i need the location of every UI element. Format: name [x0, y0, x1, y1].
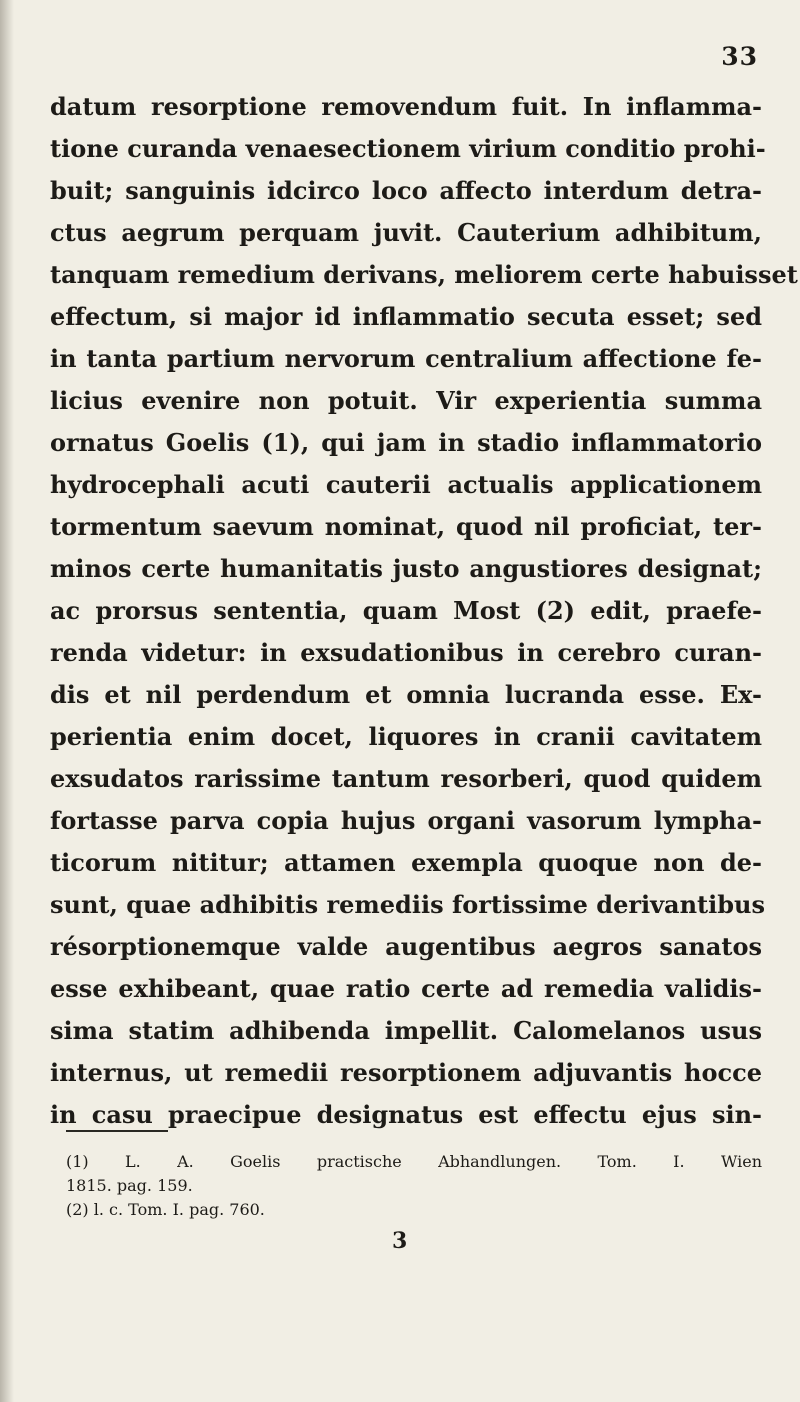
text-line: ticorum nititur; attamen exempla quoque non de- — [50, 848, 762, 877]
text-line: tormentum saevum nominat, quod nil proficiat, ter- — [50, 512, 762, 541]
text-line: dis et nil perdendum et omnia lucranda esse. Ex- — [50, 680, 762, 709]
signature-mark: 3 — [392, 1228, 408, 1254]
text-line: effectum, si major id inflammatio secuta esset; sed — [50, 302, 762, 331]
page-gutter-shadow — [0, 0, 14, 1402]
body-text — [50, 86, 798, 1136]
text-line: fortasse parva copia hujus organi vasorum lympha- — [50, 806, 762, 835]
text-line: internus, ut remedii resorptionem adjuvantis hocce — [50, 1058, 762, 1087]
text-line: ornatus Goelis (1), qui jam in stadio inflammatorio — [50, 428, 762, 457]
text-line: exsudatos rarissime tantum resorberi, quod quidem — [50, 764, 762, 793]
text-line: ac prorsus sententia, quam Most (2) edit, praefe- — [50, 596, 762, 625]
text-line: licius evenire non potuit. Vir experientia summa — [50, 386, 762, 415]
text-line: perientia enim docet, liquores in cranii cavitatem — [50, 722, 762, 751]
footnote-line: 1815. pag. 159. — [66, 1176, 193, 1195]
footnotes — [66, 1150, 762, 1222]
footnote-line: (2) l. c. Tom. I. pag. 760. — [66, 1200, 265, 1219]
footnote-line: (1) L. A. Goelis practische Abhandlungen. Tom. I. Wien — [66, 1152, 762, 1171]
text-line: ctus aegrum perquam juvit. Cauterium adhibitum, — [50, 218, 762, 247]
page-number: 33 — [721, 42, 758, 71]
text-line: in casu praecipue designatus est effectu ejus sin- — [50, 1100, 762, 1129]
text-line: résorptionemque valde augentibus aegros sanatos — [50, 932, 762, 961]
text-line: minos certe humanitatis justo angustiores designat; — [50, 554, 762, 583]
footnote-rule — [66, 1130, 168, 1132]
text-line: renda videtur: in exsudationibus in cerebro curan- — [50, 638, 762, 667]
text-line: buit; sanguinis idcirco loco affecto interdum detra- — [50, 176, 762, 205]
text-line: esse exhibeant, quae ratio certe ad remedia validis- — [50, 974, 762, 1003]
text-line: in tanta partium nervorum centralium affectione fe- — [50, 344, 762, 373]
text-line: sunt, quae adhibitis remediis fortissime derivantibus — [50, 890, 765, 919]
text-line: datum resorptione removendum fuit. In inflamma- — [50, 92, 762, 121]
text-line: tione curanda venaesectionem virium conditio prohi- — [50, 134, 766, 163]
text-line: hydrocephali acuti cauterii actualis applicationem — [50, 470, 762, 499]
text-line: tanquam remedium derivans, meliorem certe habuisset — [50, 260, 798, 289]
text-line: sima statim adhibenda impellit. Calomelanos usus — [50, 1016, 762, 1045]
